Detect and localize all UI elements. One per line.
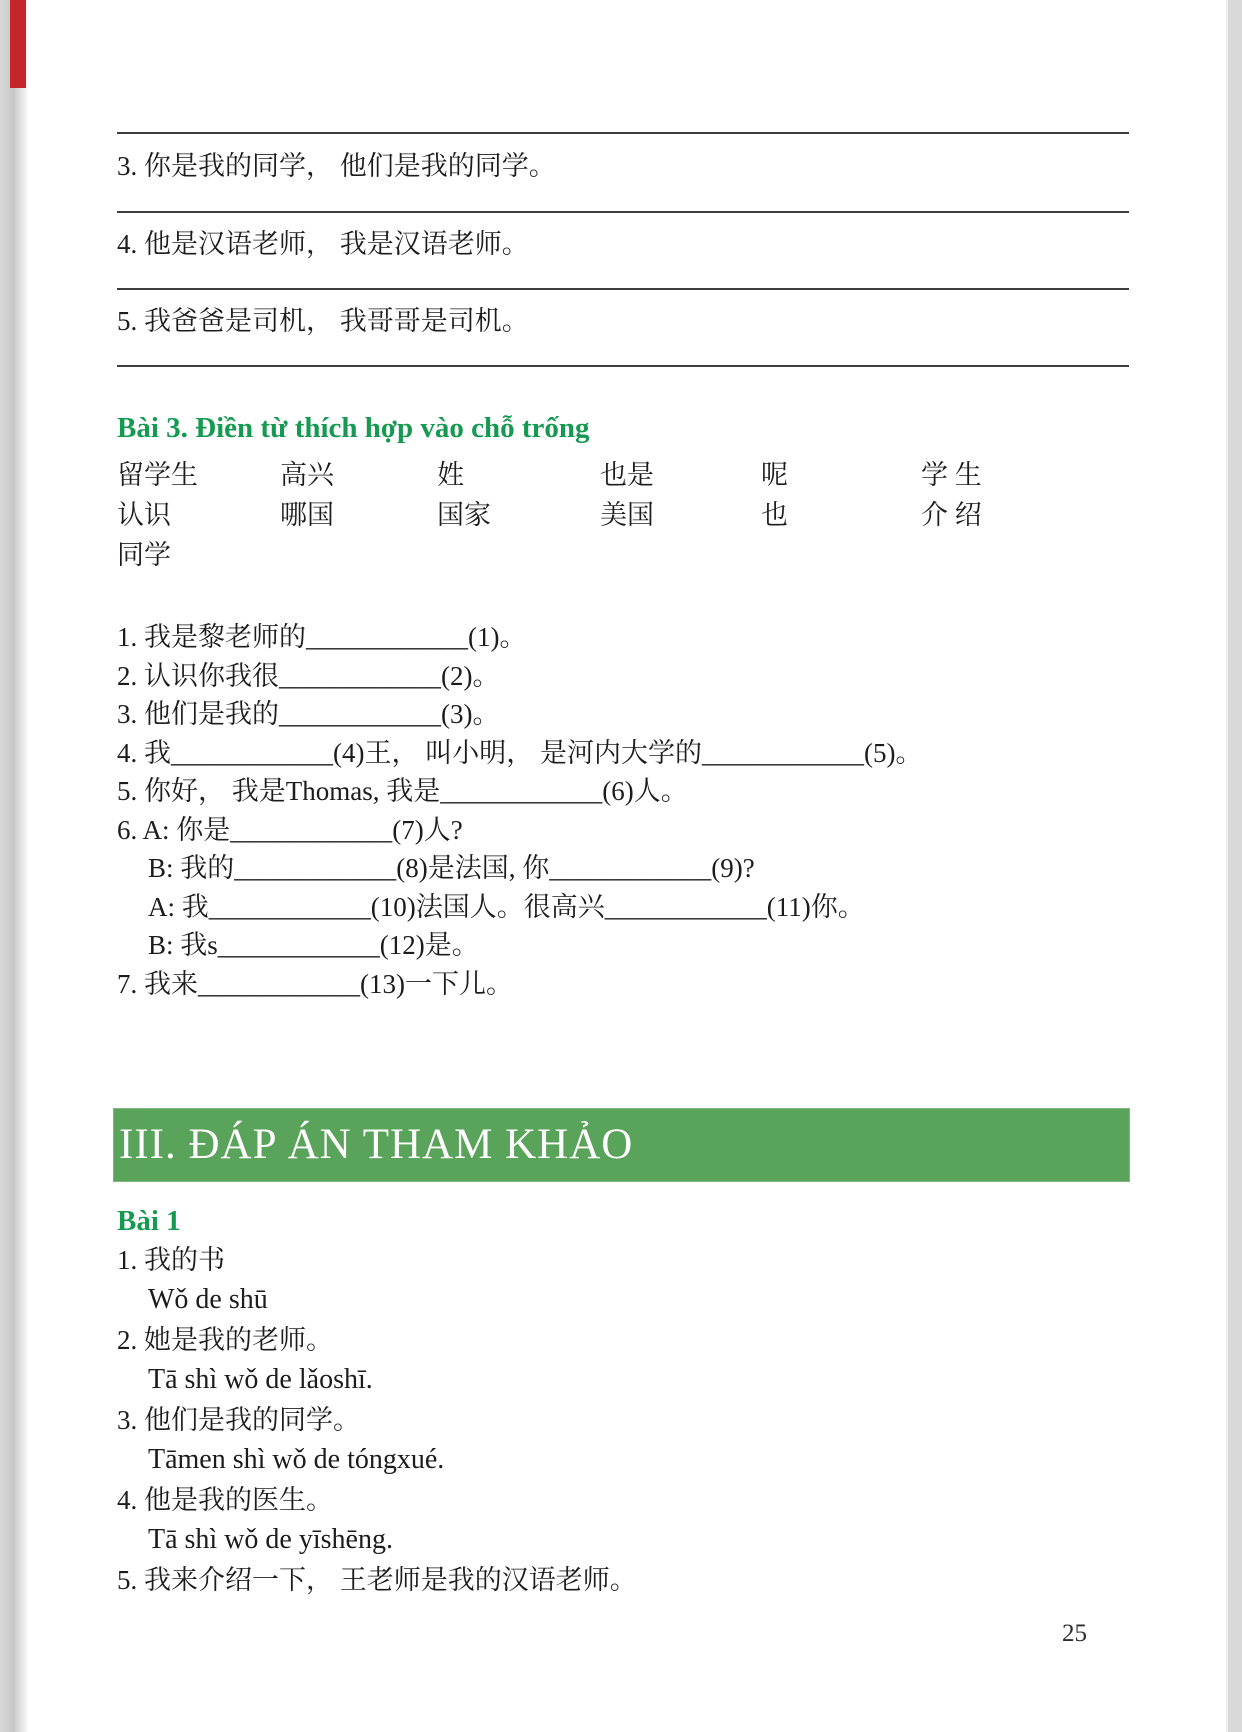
- answer-hanzi: 2. 她是我的老师。: [117, 1325, 333, 1355]
- fill-blank-item: 2. 认识你我很____________(2)。: [117, 660, 500, 691]
- fill-blank-item: 1. 我是黎老师的____________(1)。: [117, 622, 527, 652]
- bai1-answer-list: [117, 1240, 1130, 1600]
- bookmark-ribbon: [10, 0, 26, 88]
- fill-blank-item: 4. 我____________(4)王， 叫小明， 是河内大学的____________(5)。: [117, 737, 923, 768]
- bai3-heading: Bài 3. Điền từ thích hợp vào chỗ trống: [117, 412, 590, 444]
- word-bank-word: 介 绍: [921, 500, 982, 530]
- answer-pinyin: Wǒ de shū: [148, 1284, 268, 1315]
- answer-pinyin: Tā shì wǒ de lǎoshī.: [148, 1364, 373, 1395]
- writing-line: [117, 288, 1129, 290]
- answer-key-banner-title: III. ĐÁP ÁN THAM KHẢO: [119, 1121, 634, 1168]
- word-bank-word: 也: [761, 500, 788, 530]
- word-bank-word: 美国: [600, 500, 654, 530]
- word-bank-word: 姓: [437, 460, 464, 490]
- word-bank: [117, 455, 1130, 575]
- fill-blank-item: 5. 你好， 我是Thomas, 我是____________(6)人。: [117, 776, 688, 806]
- word-bank-word: 高兴: [280, 460, 334, 490]
- answer-key-banner: [113, 1108, 1130, 1182]
- word-bank-word: 呢: [761, 460, 788, 490]
- fill-blank-item: A: 我____________(10)法国人。很高兴____________(11)你。: [148, 891, 865, 922]
- word-bank-word: 哪国: [280, 500, 334, 530]
- page-left-edge-shadow: [0, 0, 30, 1732]
- bai3-exercise-list: [117, 618, 1130, 1003]
- answer-pinyin: Tāmen shì wǒ de tóngxué.: [148, 1444, 445, 1475]
- writing-line: [117, 211, 1129, 213]
- word-bank-row: [117, 535, 1130, 575]
- word-bank-word: 同学: [117, 540, 171, 570]
- fill-blank-item: 3. 他们是我的____________(3)。: [117, 699, 500, 729]
- word-bank-row: [117, 455, 1130, 495]
- word-bank-word: 留学生: [117, 460, 198, 490]
- exercise-sentence: 5. 我爸爸是司机， 我哥哥是司机。: [117, 306, 529, 336]
- word-bank-word: 认识: [117, 500, 171, 530]
- fill-blank-item: 6. A: 你是____________(7)人?: [117, 814, 463, 845]
- word-bank-row: [117, 495, 1130, 535]
- fill-blank-item: 7. 我来____________(13)一下儿。: [117, 968, 513, 999]
- writing-line: [117, 365, 1129, 367]
- answer-hanzi: 1. 我的书: [117, 1245, 225, 1275]
- scrollbar[interactable]: [1226, 0, 1242, 1732]
- writing-line: [117, 132, 1129, 134]
- word-bank-word: 国家: [437, 500, 491, 530]
- answer-pinyin: Tā shì wǒ de yīshēng.: [148, 1524, 393, 1555]
- page-number: 25: [1062, 1620, 1087, 1647]
- bai1-heading: Bài 1: [117, 1205, 181, 1237]
- exercise-sentence: 4. 他是汉语老师， 我是汉语老师。: [117, 229, 529, 259]
- fill-blank-item: B: 我的____________(8)是法国, 你____________(9)?: [148, 853, 755, 883]
- word-bank-word: 也是: [600, 460, 654, 490]
- answer-hanzi: 5. 我来介绍一下， 王老师是我的汉语老师。: [117, 1565, 637, 1595]
- fill-blank-item: B: 我s____________(12)是。: [148, 930, 479, 960]
- answer-hanzi: 4. 他是我的医生。: [117, 1485, 333, 1515]
- word-bank-word: 学 生: [921, 460, 982, 490]
- answer-hanzi: 3. 他们是我的同学。: [117, 1405, 360, 1435]
- exercise-sentence: 3. 你是我的同学， 他们是我的同学。: [117, 151, 556, 181]
